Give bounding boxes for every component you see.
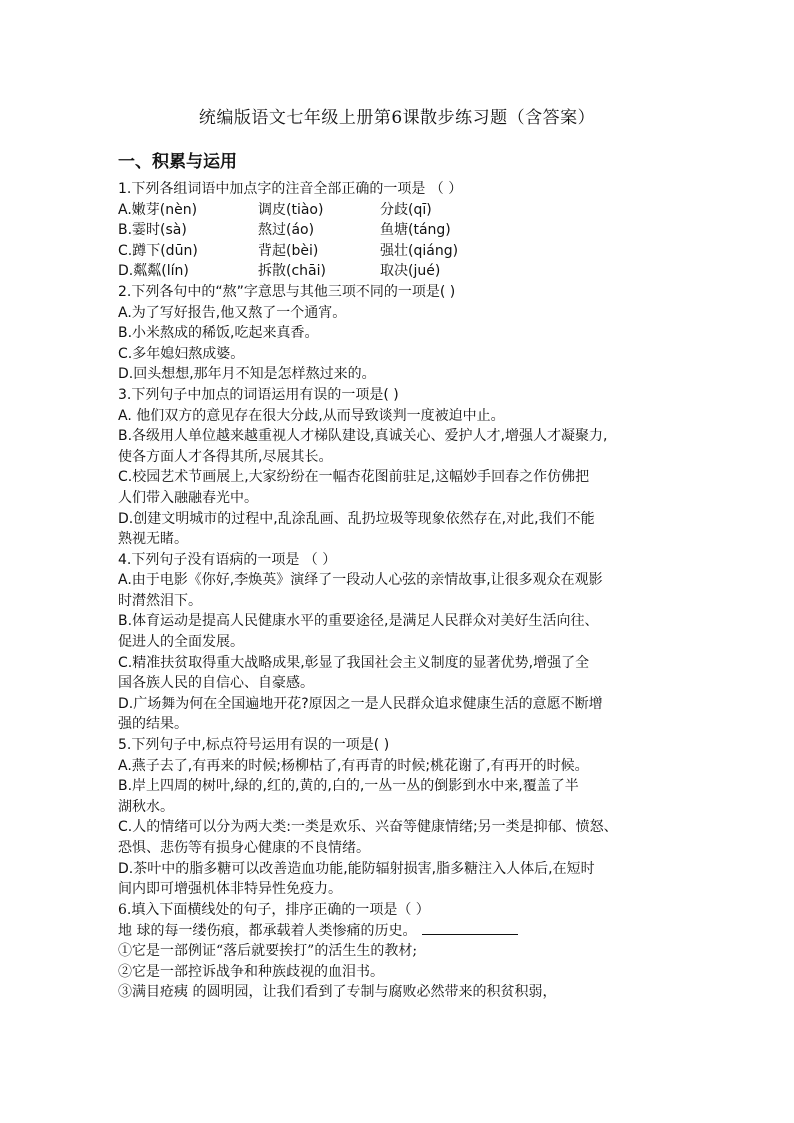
question-3-option-d-cont: 熟视无睹。 bbox=[118, 531, 188, 548]
question-3-option-a: A. 他们双方的意见存在很大分歧,从而导致谈判一度被迫中止。 bbox=[118, 407, 505, 424]
question-5-option-b: B.岸上四周的树叶,绿的,红的,黄的,白的,一丛一丛的倒影到水中来,覆盖了半 bbox=[118, 778, 579, 795]
question-6-stem: 6.填入下面横线处的句子，排序正确的一项是（ ） bbox=[118, 901, 430, 918]
question-4-option-a-cont: 时潸然泪下。 bbox=[118, 592, 202, 609]
question-4-option-b-cont: 促进人的全面发展。 bbox=[118, 634, 244, 651]
question-3-option-b: B.各级用人单位越来越重视人才梯队建设,真诚关心、爱护人才,增强人才凝聚力, bbox=[118, 428, 608, 445]
question-3-stem: 3.下列句子中加点的词语运用有误的一项是( ) bbox=[118, 386, 399, 403]
question-3-option-c: C.校园艺术节画展上,大家纷纷在一幅杏花图前驻足,这幅妙手回春之作仿佛把 bbox=[118, 469, 590, 486]
question-6-lead bbox=[118, 920, 688, 941]
option-word: 熬过(áo) bbox=[258, 222, 315, 239]
question-4-option-c: C.精准扶贫取得重大战略成果,彰显了我国社会主义制度的显著优势,增强了全 bbox=[118, 654, 590, 671]
document-title: 统编版语文七年级上册第6课散步练习题（含答案） bbox=[198, 108, 596, 128]
question-4-stem: 4.下列句子没有语病的一项是 （ ） bbox=[118, 551, 337, 568]
option-word: B.霎时(sà) bbox=[118, 222, 187, 239]
question-5-stem: 5.下列句子中,标点符号运用有误的一项是( ) bbox=[118, 737, 390, 754]
option-word: A.嫩芽(nèn) bbox=[118, 201, 198, 218]
question-4-option-d: D.广场舞为何在全国遍地开花?原因之一是人民群众追求健康生活的意愿不断增 bbox=[118, 695, 603, 712]
question-5-option-a: A.燕子去了,有再来的时候;杨柳枯了,有再青的时候;桃花谢了,有再开的时候。 bbox=[118, 757, 589, 774]
question-2-option-a: A.为了写好报告,他又熬了一个通宵。 bbox=[118, 304, 347, 321]
question-6-lead-text: 地 球的每一缕伤痕，都承载着人类惨痛的历史。 bbox=[118, 923, 417, 940]
question-2-stem: 2.下列各句中的“熬”字意思与其他三项不同的一项是( ) bbox=[118, 283, 456, 300]
question-5-option-c: C.人的情绪可以分为两大类:一类是欢乐、兴奋等健康情绪;另一类是抑郁、愤怒、 bbox=[118, 819, 618, 836]
question-5-option-d-cont: 间内即可增强机体非特异性免疫力。 bbox=[118, 881, 342, 898]
question-1-stem: 1.下列各组词语中加点字的注音全部正确的一项是 （ ） bbox=[118, 181, 463, 197]
question-list bbox=[118, 179, 688, 1003]
question-3-option-d: D.创建文明城市的过程中,乱涂乱画、乱扔垃圾等现象依然存在,对此,我们不能 bbox=[118, 510, 595, 527]
question-5-option-b-cont: 湖秋水。 bbox=[118, 798, 174, 815]
question-5-option-d: D.茶叶中的脂多糖可以改善造血功能,能防辐射损害,脂多糖注入人体后,在短时 bbox=[118, 860, 595, 877]
option-word: 强壮(qiáng) bbox=[380, 242, 459, 259]
question-5-option-c-cont: 恐惧、悲伤等有损身心健康的不良情绪。 bbox=[118, 840, 370, 856]
section-heading: 一、积累与运用 bbox=[118, 152, 237, 172]
question-2-option-d: D.回头想想,那年月不知是怎样熬过来的。 bbox=[118, 366, 376, 383]
question-2-option-b: B.小米熬成的稀饭,吃起来真香。 bbox=[118, 325, 319, 342]
question-1-option-row bbox=[118, 220, 688, 241]
question-4-option-a: A.由于电影《你好,李焕英》演绎了一段动人心弦的亲情故事,让很多观众在观影 bbox=[118, 572, 603, 589]
question-6-item-2: ②它是一部控诉战争和种族歧视的血泪书。 bbox=[118, 963, 384, 980]
option-word: C.蹲下(dūn) bbox=[118, 242, 198, 259]
option-word: 取决(jué) bbox=[380, 263, 441, 280]
question-4-option-c-cont: 国各族人民的自信心、自豪感。 bbox=[118, 675, 314, 692]
question-3-option-b-cont: 使各方面人才各得其所,尽展其长。 bbox=[118, 448, 333, 465]
option-word: 调皮(tiào) bbox=[258, 201, 324, 218]
option-word: D.粼粼(lín) bbox=[118, 263, 189, 280]
question-4-option-d-cont: 强的结果。 bbox=[118, 716, 188, 733]
question-4-option-b: B.体育运动是提高人民健康水平的重要途径,是满足人民群众对美好生活向往、 bbox=[118, 613, 599, 630]
answer-blank bbox=[422, 920, 518, 935]
question-1-option-row bbox=[118, 200, 688, 221]
option-word: 分歧(qī) bbox=[380, 201, 432, 218]
option-word: 鱼塘(táng) bbox=[380, 222, 451, 239]
option-word: 拆散(chāi) bbox=[258, 263, 326, 280]
question-1-option-row bbox=[118, 241, 688, 262]
question-2-option-c: C.多年媳妇熬成婆。 bbox=[118, 345, 245, 362]
option-word: 背起(bèi) bbox=[258, 242, 319, 259]
question-3-option-c-cont: 人们带入融融春光中。 bbox=[118, 489, 258, 506]
question-1-option-row bbox=[118, 261, 688, 282]
question-6-item-1: ①它是一部例证“落后就要挨打”的活生生的教材; bbox=[118, 942, 418, 959]
question-6-item-3: ③满目疮痍 的圆明园，让我们看到了专制与腐败必然带来的积贫积弱， bbox=[118, 984, 557, 1001]
